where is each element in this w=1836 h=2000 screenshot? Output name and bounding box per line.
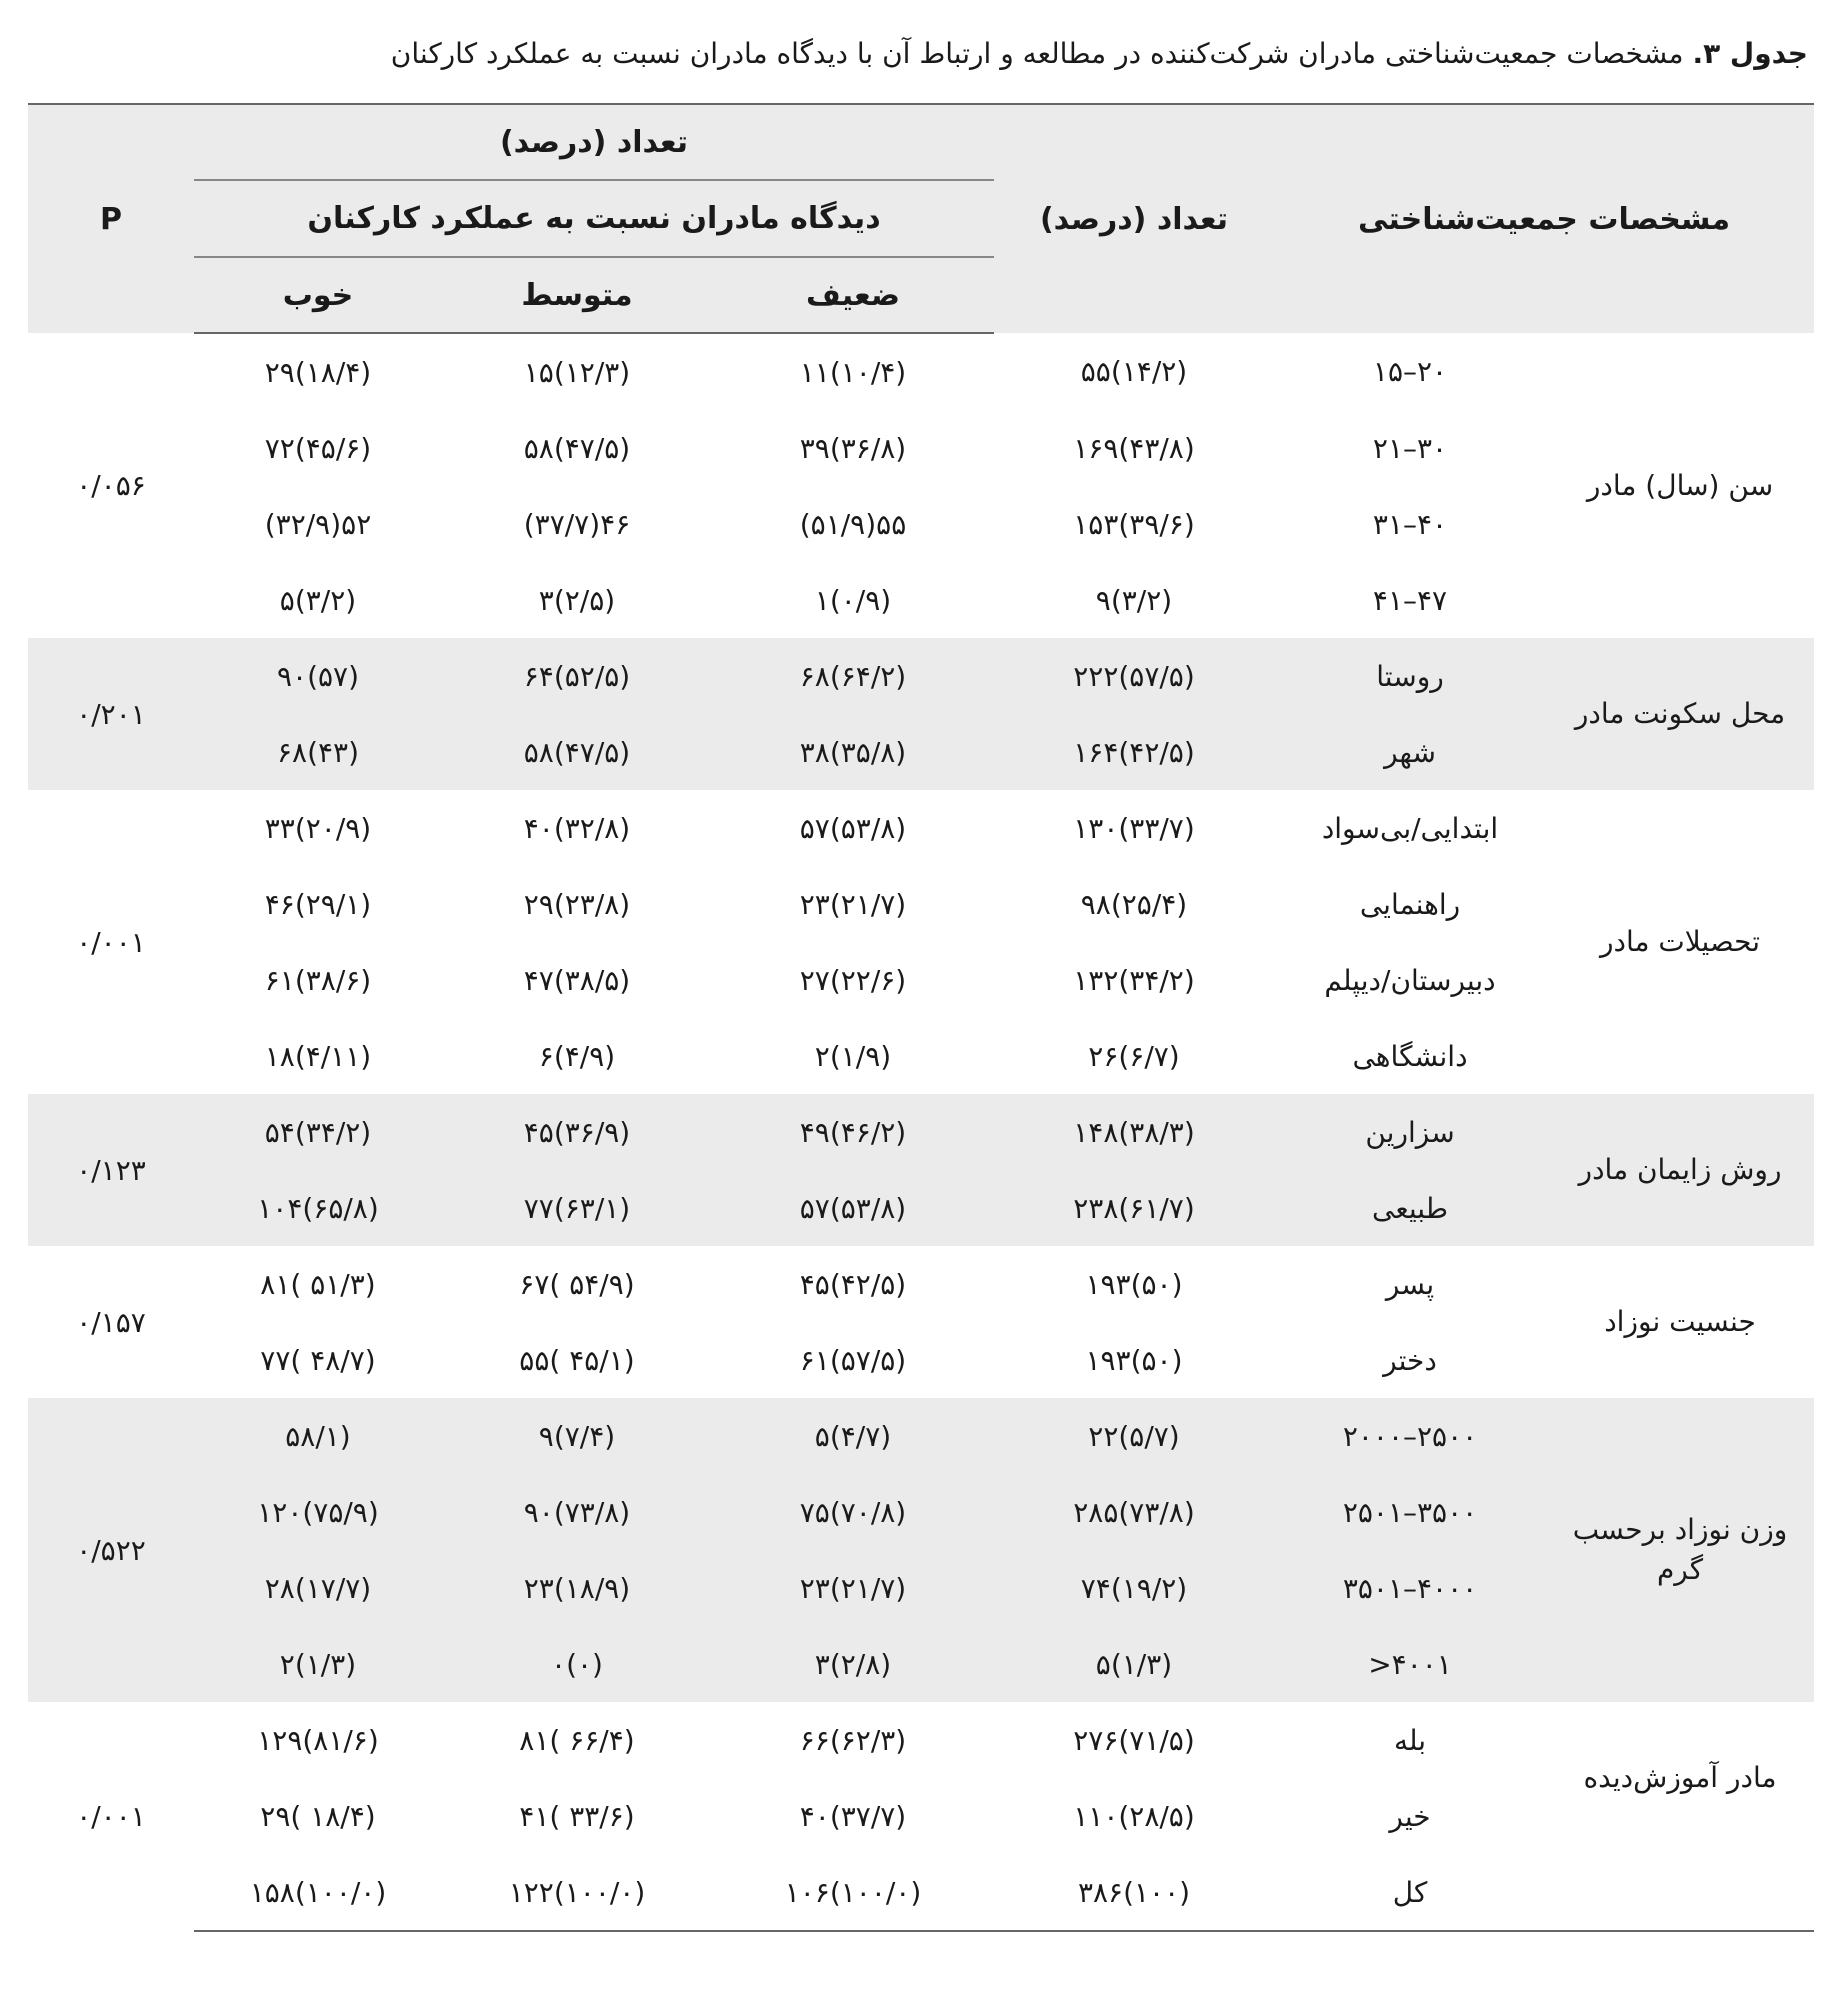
weak-count: ۵۷(۵۳/۸)	[799, 811, 907, 845]
p-value: ۰/۰۰۱	[76, 925, 146, 959]
medium-count: ۴۷(۳۸/۵)	[523, 963, 631, 997]
caption-label: جدول ۳.	[1692, 37, 1808, 70]
medium-count: ۵۸(۴۷/۵)	[442, 714, 712, 790]
table-row	[28, 1094, 1814, 1170]
medium-count: ۴۱( ۳۳/۶)	[519, 1799, 635, 1833]
p-value: ۰/۱۲۳	[28, 1094, 194, 1246]
weak-count: ۶۶(۶۲/۳)	[799, 1723, 907, 1757]
total-count: ۳۸۶(۱۰۰)	[994, 1854, 1274, 1931]
good-count: ۱۲۹(۸۱/۶)	[257, 1723, 379, 1757]
subcategory-label: دبیرستان/دیپلم	[1324, 963, 1496, 997]
weak-count: ۲۳(۲۱/۷)	[799, 887, 907, 921]
good-count: ۶۸(۴۳)	[194, 714, 442, 790]
good-count: ۱۸(۴/۱۱)	[264, 1039, 372, 1073]
total-count: ۱۱۰(۲۸/۵)	[1073, 1799, 1195, 1833]
weak-count: ۶۱(۵۷/۵)	[799, 1343, 907, 1377]
medium-count: ۹۰(۷۳/۸)	[442, 1474, 712, 1550]
weak-count: ۲۳(۲۱/۷)	[712, 1550, 994, 1626]
subcategory-label: کل	[1274, 1854, 1546, 1931]
total-count: ۱۳۰(۳۳/۷)	[1073, 811, 1195, 845]
subcategory-label: سزارین	[1274, 1094, 1546, 1170]
total-count: ۲۲۲(۵۷/۵)	[994, 638, 1274, 714]
medium-count: ۶(۴/۹)	[538, 1039, 616, 1073]
good-count: ۳۳(۲۰/۹)	[264, 811, 372, 845]
subcategory-label: ۲۰–۱۵	[1372, 355, 1448, 388]
total-count: ۱۹۳(۵۰)	[1085, 1267, 1183, 1301]
total-count: ۱۵۳(۳۹/۶)	[1073, 507, 1195, 541]
weak-count: (۵۱/۹)۵۵	[799, 507, 907, 541]
table-caption	[30, 34, 1808, 74]
header-group-count: تعداد (درصد)	[194, 104, 994, 180]
header-characteristic: مشخصات جمعیت‌شناختی	[1274, 104, 1814, 333]
good-count: ۴۶(۲۹/۱)	[264, 887, 372, 921]
good-count: ۵(۳/۲)	[279, 583, 357, 617]
good-count: ۷۷( ۴۸/۷)	[260, 1343, 376, 1377]
medium-count: ۸۱( ۶۶/۴)	[519, 1723, 635, 1757]
medium-count: ۷۷(۶۳/۱)	[442, 1170, 712, 1246]
weak-count: ۱۱(۱۰/۴)	[799, 355, 907, 389]
total-count: ۱۹۳(۵۰)	[1085, 1343, 1183, 1377]
total-count: ۱۴۸(۳۸/۳)	[994, 1094, 1274, 1170]
good-count: ۲(۱/۳)	[194, 1626, 442, 1702]
medium-count: ۱۲۲(۱۰۰/۰)	[442, 1854, 712, 1931]
good-count: ۱۲۰(۷۵/۹)	[194, 1474, 442, 1550]
total-count: ۷۴(۱۹/۲)	[994, 1550, 1274, 1626]
header-medium: متوسط	[442, 257, 712, 333]
good-count: ۱۵۸(۱۰۰/۰)	[194, 1854, 442, 1931]
medium-count: ۵۸(۴۷/۵)	[523, 431, 631, 465]
table-row	[28, 638, 1814, 714]
medium-count: ۲۹(۲۳/۸)	[523, 887, 631, 921]
characteristic-label: تحصیلات مادر	[1599, 925, 1761, 958]
header-perspective: دیدگاه مادران نسبت به عملکرد کارکنان	[194, 180, 994, 257]
good-count: ۵۸/۱)	[194, 1398, 442, 1474]
subcategory-label: ۴۰۰۰–۳۵۰۱	[1274, 1550, 1546, 1626]
good-count: ۶۱(۳۸/۶)	[264, 963, 372, 997]
subcategory-label: ۲۵۰۰–۲۰۰۰	[1274, 1398, 1546, 1474]
weak-count: ۳(۲/۸)	[712, 1626, 994, 1702]
subcategory-label: ۳۵۰۰–۲۵۰۱	[1274, 1474, 1546, 1550]
p-value: ۰/۵۲۲	[28, 1398, 194, 1702]
good-count: ۷۲(۴۵/۶)	[264, 431, 372, 465]
good-count: ۵۴(۳۴/۲)	[194, 1094, 442, 1170]
subcategory-label: ۴۷–۴۱	[1372, 583, 1448, 617]
table-body	[28, 333, 1814, 1931]
medium-count: ۴۵(۳۶/۹)	[442, 1094, 712, 1170]
total-count: ۹۸(۲۵/۴)	[1080, 887, 1188, 921]
good-count: ۲۹(۱۸/۴)	[264, 355, 372, 389]
header-good: خوب	[194, 257, 442, 333]
weak-count: ۴۹(۴۶/۲)	[712, 1094, 994, 1170]
table-row	[28, 790, 1814, 866]
good-count: ۲۸(۱۷/۷)	[194, 1550, 442, 1626]
total-count: ۱۶۹(۴۳/۸)	[1073, 431, 1195, 465]
weak-count: ۴۰(۳۷/۷)	[799, 1799, 907, 1833]
p-value: ۰/۲۰۱	[28, 638, 194, 790]
p-value: ۰/۰۰۱	[76, 1800, 146, 1833]
total-count: ۵۵(۱۴/۲)	[1080, 355, 1188, 388]
caption-text: مشخصات جمعیت‌شناختی مادران شرکت‌کننده در مطالعه و ارتباط آن با دیدگاه مادران نسبت به عملکرد کارکنان	[390, 37, 1693, 70]
medium-count: (۳۷/۷)۴۶	[523, 507, 631, 541]
weak-count: ۵(۴/۷)	[712, 1398, 994, 1474]
good-count: ۱۰۴(۶۵/۸)	[194, 1170, 442, 1246]
table-row	[28, 333, 1814, 410]
weak-count: ۳۸(۳۵/۸)	[712, 714, 994, 790]
total-count: ۲۲(۵/۷)	[994, 1398, 1274, 1474]
table-row	[28, 1246, 1814, 1322]
good-count: ۹۰(۵۷)	[194, 638, 442, 714]
table-row	[28, 1854, 1814, 1931]
medium-count: ۵۵( ۴۵/۱)	[519, 1343, 635, 1377]
characteristic-label: سن (سال) مادر	[1586, 468, 1774, 502]
weak-count: ۲۷(۲۲/۶)	[799, 963, 907, 997]
total-count: ۲۷۶(۷۱/۵)	[1073, 1723, 1195, 1757]
medium-count: ۱۵(۱۲/۳)	[523, 355, 631, 389]
subcategory-label: روستا	[1274, 638, 1546, 714]
characteristic-label: مادر آموزش‌دیده	[1583, 1761, 1777, 1794]
medium-count: ۴۰(۳۲/۸)	[523, 811, 631, 845]
good-count: ۸۱( ۵۱/۳)	[260, 1267, 376, 1301]
subcategory-label: شهر	[1274, 714, 1546, 790]
weak-count: ۶۸(۶۴/۲)	[712, 638, 994, 714]
subcategory-label: دانشگاهی	[1352, 1039, 1468, 1073]
characteristic-label: وزن نوزاد برحسب گرم	[1546, 1398, 1814, 1702]
characteristic-label: محل سکونت مادر	[1546, 638, 1814, 790]
total-count: ۲۶(۶/۷)	[1088, 1039, 1180, 1073]
medium-count: ۶۴(۵۲/۵)	[442, 638, 712, 714]
good-count: (۳۲/۹)۵۲	[264, 507, 372, 541]
total-count: ۱۶۴(۴۲/۵)	[994, 714, 1274, 790]
total-count: ۱۳۲(۳۴/۲)	[1073, 963, 1195, 997]
p-value: ۰/۰۵۶	[76, 469, 146, 502]
demographics-table	[28, 103, 1814, 1932]
table-row	[28, 1398, 1814, 1474]
weak-count: ۴۵(۴۲/۵)	[799, 1267, 907, 1301]
good-count: ۲۹( ۱۸/۴)	[260, 1799, 376, 1833]
weak-count: ۲(۱/۹)	[814, 1039, 892, 1073]
weak-count: ۱۰۶(۱۰۰/۰)	[712, 1854, 994, 1931]
medium-count: ۲۳(۱۸/۹)	[442, 1550, 712, 1626]
subcategory-label: ۳۰–۲۱	[1372, 431, 1448, 465]
medium-count: ۶۷( ۵۴/۹)	[519, 1267, 635, 1301]
subcategory-label: پسر	[1385, 1267, 1435, 1301]
header-weak: ضعیف	[712, 257, 994, 333]
subcategory-label: ۴۰–۳۱	[1372, 507, 1448, 541]
characteristic-label: جنسیت نوزاد	[1604, 1305, 1756, 1338]
total-count: ۹(۳/۲)	[1095, 583, 1173, 617]
weak-count: ۷۵(۷۰/۸)	[712, 1474, 994, 1550]
weak-count: ۵۷(۵۳/۸)	[712, 1170, 994, 1246]
subcategory-label: بله	[1393, 1723, 1427, 1757]
subcategory-label: خیر	[1389, 1799, 1431, 1833]
total-count: ۵(۱/۳)	[994, 1626, 1274, 1702]
subcategory-label: ابتدایی/بی‌سواد	[1321, 811, 1499, 845]
subcategory-label: ۴۰۰۱<	[1274, 1626, 1546, 1702]
medium-count: ۳(۲/۵)	[538, 583, 616, 617]
subcategory-label: راهنمایی	[1359, 887, 1461, 921]
medium-count: ۰(۰)	[442, 1626, 712, 1702]
medium-count: ۹(۷/۴)	[442, 1398, 712, 1474]
subcategory-label: طبیعی	[1274, 1170, 1546, 1246]
p-value: ۰/۱۵۷	[76, 1305, 146, 1339]
weak-count: ۱(۰/۹)	[814, 583, 892, 617]
total-count: ۲۳۸(۶۱/۷)	[994, 1170, 1274, 1246]
total-row-spacer	[1546, 1854, 1814, 1931]
table-row	[28, 1702, 1814, 1778]
header-total: تعداد (درصد)	[994, 104, 1274, 333]
header-p: P	[28, 104, 194, 333]
characteristic-label: روش زایمان مادر	[1546, 1094, 1814, 1246]
weak-count: ۳۹(۳۶/۸)	[799, 431, 907, 465]
subcategory-label: دختر	[1383, 1343, 1437, 1377]
total-count: ۲۸۵(۷۳/۸)	[994, 1474, 1274, 1550]
